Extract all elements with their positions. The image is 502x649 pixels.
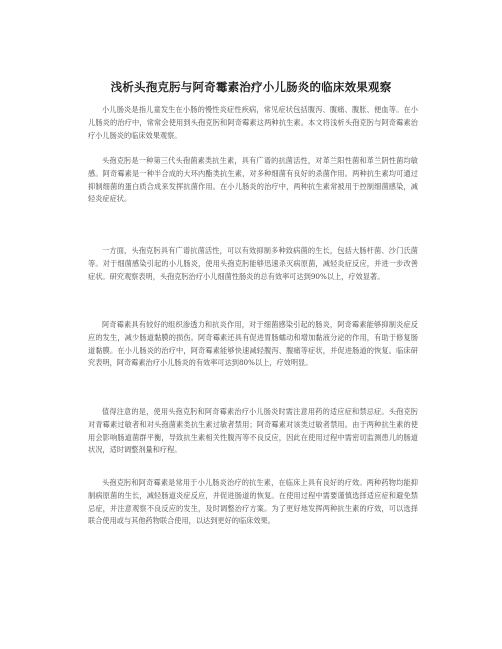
paragraph-drug-overview: 头孢克肟是一种第三代头孢菌素类抗生素，具有广谱的抗菌活性，对革兰阳性菌和革兰阴性菌均敏感。阿奇霉素是一种半合成的大环内酯类抗生素，对多种细菌有良好的杀菌作用。两种抗生素均可通过抑制细菌的蛋白质合成来发挥抗菌作用。在小儿肠炎的治疗中，两种抗生素常被用于控制细菌感染，减轻炎症症状。 [88, 156, 418, 204]
document-title: 浅析头孢克肟与阿奇霉素治疗小儿肠炎的临床效果观察 [110, 80, 392, 94]
paragraph-azithromycin: 阿奇霉素具有较好的组织渗透力和抗炎作用，对于细菌感染引起的肠炎，阿奇霉素能够抑制炎症反应的发生，减少肠道黏膜的损伤。阿奇霉素还具有促进胃肠蠕动和增加黏液分泌的作用，有助于修复肠道黏膜。在小儿肠炎的治疗中，阿奇霉素能够快速减轻腹泻、腹痛等症状，并促进肠道的恢复。临床研究表明，阿奇霉素治疗小儿肠炎的有效率可达到80%以上，疗效明显。 [88, 320, 418, 368]
paragraph-conclusion: 头孢克肟和阿奇霉素是常用于小儿肠炎治疗的抗生素，在临床上具有良好的疗效。两种药物均能抑制病原菌的生长，减轻肠道炎症反应，并促进肠道的恢复。在使用过程中需要谨慎选择适应症和避免禁忌症，并注意观察不良反应的发生，及时调整治疗方案。为了更好地发挥两种抗生素的疗效，可以选择联合使用或与其他药物联合使用，以达到更好的临床效果。 [88, 478, 418, 526]
paragraph-intro: 小儿肠炎是指儿童发生在小肠的慢性炎症性疾病，常见症状包括腹泻、腹痛、腹胀、便血等。在小儿肠炎的治疗中，常常会使用到头孢克肟和阿奇霉素这两种抗生素。本文将浅析头孢克肟与阿奇霉素治疗小儿肠炎的临床效果观察。 [88, 105, 418, 140]
paragraph-precautions: 值得注意的是，使用头孢克肟和阿奇霉素治疗小儿肠炎时需注意用药的适应症和禁忌症。头孢克肟对青霉素过敏者和对头孢菌素类抗生素过敏者禁用；阿奇霉素对该类过敏者禁用。由于两种抗生素的使用会影响肠道菌群平衡，导致抗生素相关性腹泻等不良反应，因此在使用过程中需密切监测患儿的肠道状况，适时调整剂量和疗程。 [88, 407, 418, 455]
paragraph-cefixime: 一方面，头孢克肟具有广谱抗菌活性，可以有效抑制多种致病菌的生长，包括大肠杆菌、沙门氏菌等。对于细菌感染引起的小儿肠炎，使用头孢克肟能够迅速杀灭病原菌，减轻炎症反应，并进一步改善症状。研究观察表明，头孢克肟治疗小儿细菌性肠炎的总有效率可达到90%以上，疗效显著。 [88, 246, 418, 281]
